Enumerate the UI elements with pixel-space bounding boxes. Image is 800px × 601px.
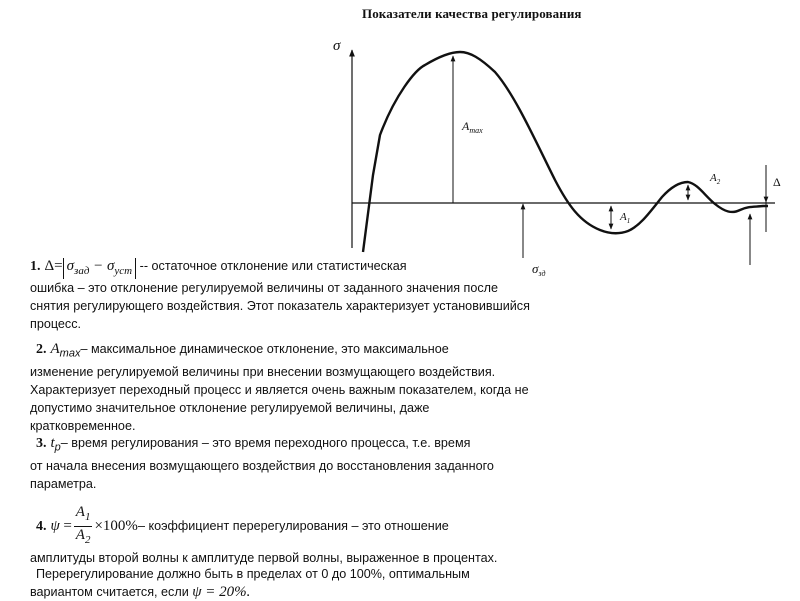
delta-label: Δ — [773, 175, 781, 189]
item-overshoot-range — [30, 565, 530, 601]
item2-rest: изменение регулируемой величины при внесении возмущающего воздействия. Характеризует переходный процесс и является очень важным показателем, когда не допустимо значительное отклонение регулируемой величины, даже кратковременное. — [30, 364, 529, 433]
item5-line1: Перерегулирование должно быть в пределах от 0 до 100%, оптимальным — [36, 567, 470, 581]
item3-line1: – время регулирования – это время переходного процесса, т.е. время — [60, 436, 471, 450]
item4-line1: – коэффициент перерегулирования – это отношение — [137, 518, 449, 533]
y-axis-label: σ — [333, 38, 341, 54]
item3-rest: от начала внесения возмущающего воздействия до восстановления заданного параметра. — [30, 458, 494, 491]
abs-expression: $\sigma_{зад} - \sigma_{уст}$ — [63, 258, 137, 279]
amax-label: $A_{max}$ — [462, 119, 483, 135]
item5-line2: вариантом считается, если — [30, 585, 189, 599]
overshoot-fraction: $\frac{A_1}{A_2}$ — [75, 504, 91, 546]
item-residual-deviation: 1. $\Delta= \sigma_{зад} - \sigma_{уст}$ -- остаточное отклонение или статистическая ошибка – это отклонение регулируемой величины от заданного значения после снятия регулирующего воздействия. Этот показатель характеризует установившийся процесс. — [30, 258, 530, 331]
item1-rest: ошибка – это отклонение регулируемой величины от заданного значения после снятия регулирующего воздействия. Этот показатель характеризует установившийся процесс. — [30, 281, 530, 331]
item2-line1: – максимальное динамическое отклонение, это максимальное — [80, 342, 449, 356]
item4-rest: амплитуды второй волны к амплитуде первой волны, выраженное в процентах. — [30, 551, 498, 565]
sigma-zad-label: $\sigma_{зд}$ — [532, 261, 546, 278]
page-title: Показатели качества регулирования — [362, 6, 582, 21]
delta-symbol: Δ — [44, 258, 55, 274]
a2-label: $A_2$ — [710, 172, 721, 186]
item1-line1: -- остаточное отклонение или статистическая — [136, 259, 407, 273]
a1-label: $A_1$ — [620, 211, 631, 225]
item-max-deviation: 2. $A_{max}-$ максимальное динамическое отклонение, это максимальное изменение регулируемой величины при внесении возмущающего воздействия. Характеризует переходный процесс и является очень важным показателем, когда не допустимо значительное отклонение регулируемой величины, даже кратковременное. — [30, 341, 529, 433]
item-regulation-time: 3. $t_p-$ время регулирования – это время переходного процесса, т.е. время от начала внесения возмущающего воздействия до восстановления заданного параметра. — [30, 435, 494, 491]
transient-curve — [363, 52, 768, 252]
item-overshoot: 4. ψ = $\frac{A_1}{A_2}$ ×100%– коэффициент перерегулирования – это отношение амплитуды второй волны к амплитуде первой волны, выраженное в процентах. — [30, 504, 498, 565]
optimal-formula: ψ = 20%. — [192, 584, 251, 600]
